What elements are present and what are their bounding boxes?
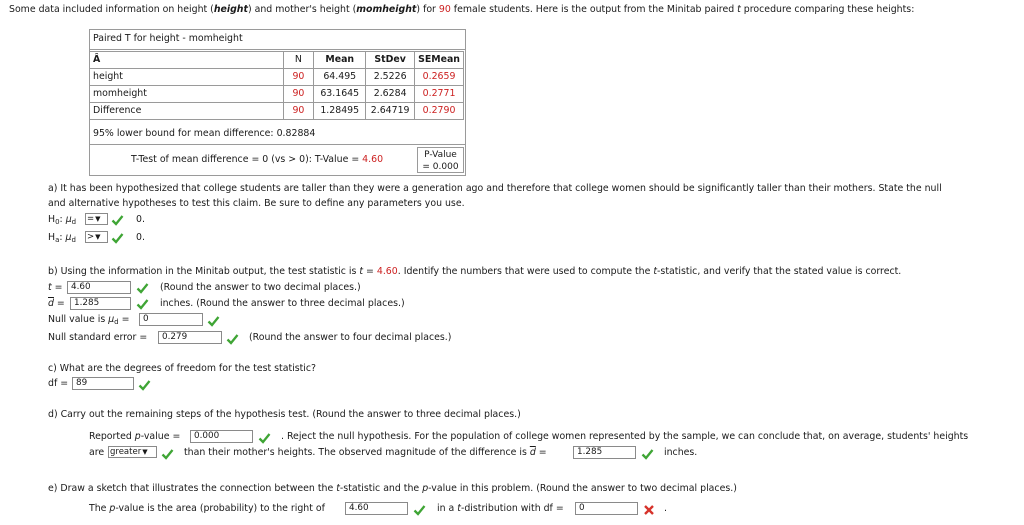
row-stdev: 2.5226: [366, 69, 415, 86]
minitab-title: Paired T for height - momheight: [93, 33, 243, 44]
h0-operator-select[interactable]: =▼: [85, 213, 108, 225]
chevron-down-icon: ▼: [142, 448, 148, 456]
row-stdev: 2.6284: [366, 86, 415, 103]
dbar-note: inches. (Round the answer to three decimal places.): [160, 298, 405, 309]
reject-text: . Reject the null hypothesis. For the population of college women represented by the sample, we can conclude that, on average, students' heights: [281, 431, 969, 442]
df-label: df =: [48, 378, 69, 389]
comparison-select[interactable]: greater▼: [108, 446, 157, 458]
t-stat-input[interactable]: 4.60: [67, 281, 131, 294]
pvalue-area-text: The p-value is the area (probability) to the right of: [89, 503, 325, 514]
dbar-input[interactable]: 1.285: [70, 297, 131, 310]
checkmark-icon: [258, 432, 271, 444]
header-stdev: StDev: [366, 52, 415, 69]
area-df-input[interactable]: 0: [575, 502, 638, 515]
chevron-down-icon: ▼: [95, 233, 101, 241]
row-n: 90: [283, 86, 314, 103]
checkmark-icon: [207, 315, 220, 327]
ha-value: 0.: [136, 232, 145, 243]
row-label: height: [90, 69, 284, 86]
observed-diff-text: than their mother's heights. The observed magnitude of the difference is $\overline{d}$ =: [184, 447, 547, 458]
intro-text: Some data included information on height (height) and mother's height (momheight) for 90 female students. Here is the output from the Minitab paired t procedure comparing these heights:: [9, 4, 915, 15]
row-mean: 63.1645: [314, 86, 366, 103]
x-mark-icon: [643, 504, 655, 516]
part-c-text: c) What are the degrees of freedom for the test statistic?: [48, 363, 317, 374]
minitab-output: [89, 29, 466, 176]
checkmark-icon: [136, 282, 149, 294]
inches-label: inches.: [664, 447, 698, 458]
part-e-text: e) Draw a sketch that illustrates the connection between the t-statistic and the p-value in this problem. (Round the answer to two decimal places.): [48, 483, 737, 494]
row-n: 90: [283, 103, 314, 120]
dbar-label: $\overline{d}$ =: [48, 298, 65, 309]
checkmark-icon: [111, 214, 124, 226]
reported-pvalue-label: Reported p-value =: [89, 431, 181, 442]
h0-label: $H_0$: $\mu_d$: [48, 214, 77, 226]
null-se-note: (Round the answer to four decimal places.): [249, 332, 452, 343]
ha-label: $H_a$: $\mu_d$: [48, 232, 76, 244]
reported-pvalue-input[interactable]: 0.000: [190, 430, 253, 443]
table-row: [90, 69, 464, 86]
glyph-cell: Â: [90, 52, 284, 69]
t-stat-label: t =: [48, 282, 63, 293]
lower-bound-text: 95% lower bound for mean difference: 0.82884: [93, 128, 316, 139]
checkmark-icon: [161, 448, 174, 460]
checkmark-icon: [138, 379, 151, 391]
row-mean: 1.28495: [314, 103, 366, 120]
checkmark-icon: [641, 448, 654, 460]
are-label: are: [89, 447, 105, 458]
area-t-input[interactable]: 4.60: [345, 502, 408, 515]
part-b-text: b) Using the information in the Minitab output, the test statistic is t = 4.60. Identify the numbers that were used to compute the t-statistic, and verify that the stated value is correct.: [48, 266, 902, 277]
part-a-text-1: a) It has been hypothesized that college students are taller than they were a generation ago and therefore that college women should be significantly taller than their mothers. State the null: [48, 183, 942, 194]
ha-operator-select[interactable]: >▼: [85, 231, 108, 243]
checkmark-icon: [413, 504, 426, 516]
t-stat-note: (Round the answer to two decimal places.): [160, 282, 361, 293]
header-n: N: [283, 52, 314, 69]
null-value-label: Null value is $\mu_d$ =: [48, 314, 130, 326]
p-value-box: P-Value = 0.000: [417, 147, 464, 173]
row-semean: 0.2771: [415, 86, 464, 103]
header-mean: Mean: [314, 52, 366, 69]
header-semean: SEMean: [415, 52, 464, 69]
row-mean: 64.495: [314, 69, 366, 86]
period: .: [664, 503, 667, 514]
row-label: Difference: [90, 103, 284, 120]
row-n: 90: [283, 69, 314, 86]
table-row: [90, 86, 464, 103]
observed-diff-input[interactable]: 1.285: [573, 446, 636, 459]
h0-value: 0.: [136, 214, 145, 225]
minitab-table: [89, 51, 464, 120]
row-semean: 0.2790: [415, 103, 464, 120]
row-label: momheight: [90, 86, 284, 103]
table-header-row: [90, 52, 464, 69]
row-stdev: 2.64719: [366, 103, 415, 120]
chevron-down-icon: ▼: [95, 215, 101, 223]
null-se-label: Null standard error =: [48, 332, 148, 343]
null-se-input[interactable]: 0.279: [158, 331, 222, 344]
part-d-text: d) Carry out the remaining steps of the hypothesis test. (Round the answer to three decimal places.): [48, 409, 521, 420]
df-input[interactable]: 89: [72, 377, 134, 390]
row-semean: 0.2659: [415, 69, 464, 86]
t-dist-df-label: in a t-distribution with df =: [437, 503, 564, 514]
checkmark-icon: [136, 298, 149, 310]
part-a-text-2: and alternative hypotheses to test this claim. Be sure to define any parameters you use.: [48, 198, 465, 209]
null-value-input[interactable]: 0: [139, 313, 203, 326]
checkmark-icon: [226, 333, 239, 345]
t-test-text: T-Test of mean difference = 0 (vs > 0): T-Value = 4.60: [131, 154, 384, 165]
checkmark-icon: [111, 232, 124, 244]
table-row: [90, 103, 464, 120]
